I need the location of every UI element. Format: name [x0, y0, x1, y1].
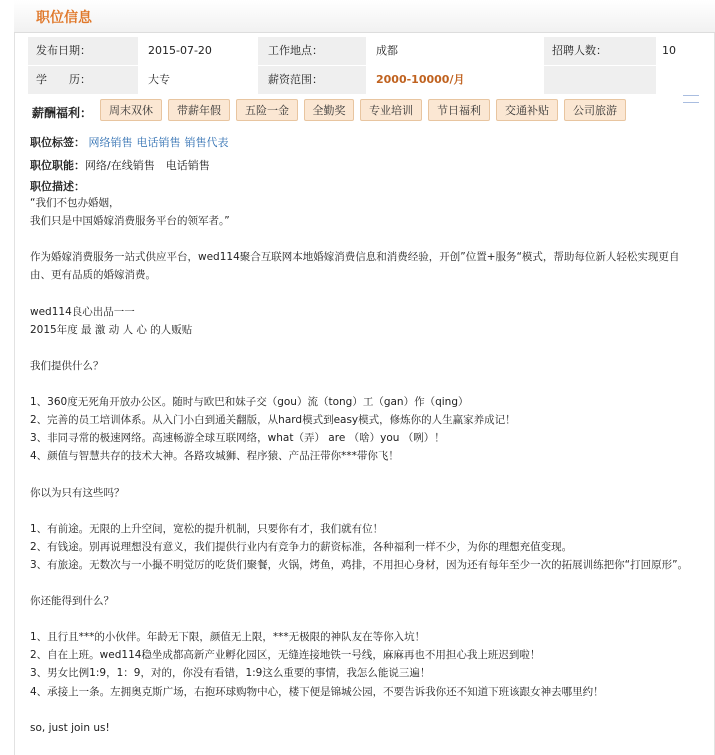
info-row	[28, 37, 700, 65]
welfare-tag: 周末双休	[100, 99, 162, 121]
welfare-tag: 五险一金	[236, 99, 298, 121]
description-line: 作为婚嫁消费服务一站式供应平台，wed114聚合互联网本地婚嫁消费信息和消费经验，开创”位置+服务“模式，帮助每位新人轻松实现更自由、更有品质的婚嫁消费。	[30, 251, 680, 282]
job-function-row	[30, 157, 210, 173]
description-line	[30, 375, 690, 393]
description-line	[30, 465, 690, 483]
education-value: 大专	[138, 66, 258, 94]
headcount-label: 招聘人数：	[544, 37, 656, 65]
description-line: 2、自在上班。wed114稳坐成都高新产业孵化园区，无缝连接地铁一号线，麻麻再也不用担心我上班迟到啦！	[30, 649, 541, 662]
welfare-tag: 专业培训	[360, 99, 422, 121]
description-line: “我们不包办婚姻，	[30, 197, 120, 209]
salary-value: 2000-10000/月	[376, 73, 465, 86]
description-line	[30, 339, 690, 357]
education-label: 学 历：	[28, 66, 138, 94]
description-line: so, just join us!	[30, 721, 110, 734]
job-description-row	[30, 178, 85, 194]
description-line	[30, 230, 690, 248]
description-line: 你还能得到什么？	[30, 595, 114, 608]
job-description-text	[30, 194, 690, 737]
welfare-tag: 公司旅游	[564, 99, 626, 121]
job-tag-link[interactable]: 销售代表	[184, 136, 229, 149]
description-line	[30, 574, 690, 592]
empty-label-cell	[544, 66, 656, 94]
welfare-tag: 节日福利	[428, 99, 490, 121]
description-line: 我们只是中国婚嫁消费服务平台的领军者。”	[30, 215, 230, 228]
description-line	[30, 701, 690, 719]
description-line: 4、颜值与智慧共存的技术大神。各路攻城狮、程序猿、产品汪带你***带你飞！	[30, 450, 399, 463]
welfare-tag: 全勤奖	[304, 99, 354, 121]
job-tags-row	[30, 134, 233, 150]
job-tags-label: 职位标签：	[30, 136, 85, 149]
description-line: 1、有前途。无限的上升空间，宽松的提升机制，只要你有才，我们就有位！	[30, 522, 384, 535]
empty-value-cell	[656, 66, 700, 94]
description-line: 1、且行且***的小伙伴。年龄无下限，颜值无上限，***无极限的神队友在等你入坑！	[30, 631, 426, 644]
description-line: 2015年度 最 激 动 人 心 的人贩贴	[30, 323, 193, 336]
salary-value-cell	[366, 66, 544, 94]
description-line: 3、男女比例1:9，1：9，对的，你没有看错，1:9这么重要的事情，我怎么能说三遍！	[30, 667, 431, 680]
list-icon[interactable]	[683, 95, 699, 103]
salary-label: 薪资范围：	[258, 66, 366, 94]
description-line: 2、有钱途。别再说理想没有意义，我们提供行业内有竞争力的薪资标准，各种福利一样不少，为你的理想充值变现。	[30, 540, 573, 553]
job-description-label: 职位描述：	[30, 180, 85, 193]
info-row	[28, 66, 700, 94]
publish-date-label: 发布日期：	[28, 37, 138, 65]
description-line	[30, 502, 690, 520]
welfare-tag: 带薪年假	[168, 99, 230, 121]
description-line: 你以为只有这些吗？	[30, 486, 125, 499]
job-function-label: 职位职能：	[30, 159, 85, 172]
section-title: 职位信息	[36, 10, 92, 26]
job-tag-link[interactable]: 网络销售	[88, 136, 133, 149]
headcount-value: 10	[656, 37, 700, 65]
description-line: wed114良心出品一一	[30, 305, 135, 318]
location-value: 成都	[366, 37, 544, 65]
welfare-label: 薪酬福利：	[32, 106, 93, 120]
job-function-value: 网络/在线销售 电话销售	[85, 159, 210, 172]
job-tag-link[interactable]: 电话销售	[136, 136, 181, 149]
section-header	[14, 0, 715, 33]
description-line: 3、有旅途。无数次与一小撮不明觉厉的吃货们聚餐，火锅，烤鱼，鸡排，不用担心身材，因为还有每年至少一次的拓展训练把你“打回原形”。	[30, 558, 689, 571]
welfare-tag: 交通补贴	[496, 99, 558, 121]
description-line	[30, 284, 690, 302]
description-line: 3、非同寻常的极速网络。高速畅游全球互联网络，what（弄） are （啥）you （咧）！	[30, 432, 445, 445]
description-line: 1、360度无死角开放办公区。随时与欧巴和妹子交（gou）流（tong）工（gan）作（qing）	[30, 396, 469, 409]
description-line	[30, 610, 690, 628]
description-line: 我们提供什么？	[30, 359, 104, 372]
publish-date-value: 2015-07-20	[138, 37, 258, 65]
location-label: 工作地点：	[258, 37, 366, 65]
description-line: 2、完善的员工培训体系。从入门小白到通关翻版，从hard模式到easy模式，修炼你的人生赢家养成记！	[30, 414, 516, 427]
description-line: 4、承接上一条。左拥奥克斯广场，右抱环球购物中心，楼下便是锦城公园，不要告诉我你还不知道下班该跟女神去哪里约！	[30, 685, 604, 698]
